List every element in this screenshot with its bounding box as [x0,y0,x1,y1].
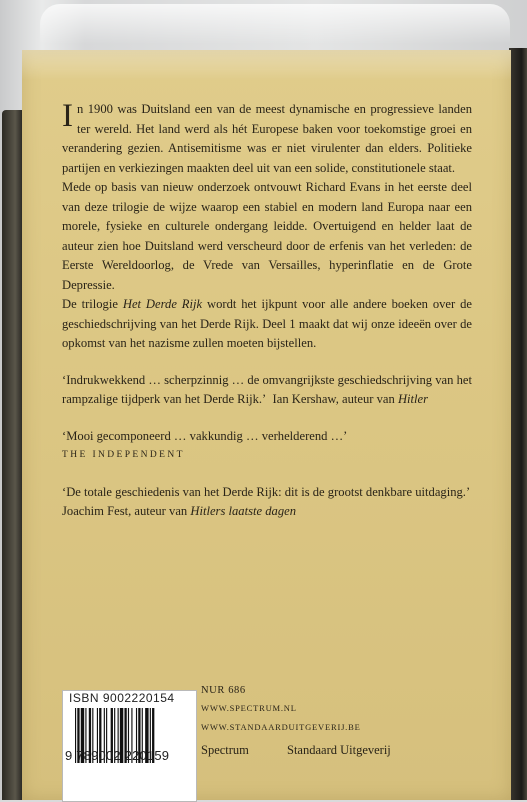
quote-independent: ‘Mooi gecomponeerd … vakkundig … verhelderend …’ [62,428,348,443]
blurb-text [62,100,472,522]
standaard-url: WWW.STANDAARDUITGEVERIJ.BE [201,722,361,732]
paragraph-3 [62,295,472,354]
barcode-label [62,690,197,802]
plastic-shine [40,4,510,44]
publisher-spectrum: Spectrum [201,743,249,757]
barcode-number: 9 789002 220159 [65,748,170,763]
paragraph-3-start: De trilogie [62,297,123,311]
book-edge-left [2,110,24,800]
quote-fest-author: Joachim Fest, auteur van [62,504,191,518]
nur-code: NUR 686 [201,685,246,696]
quote-kershaw-source: Ian Kershaw, auteur van [272,392,398,406]
paragraph-1 [62,100,472,178]
publisher-standaard: Standaard Uitgeverij [287,743,391,757]
trilogy-title: Het Derde Rijk [122,297,203,311]
spectrum-url: WWW.SPECTRUM.NL [201,703,297,713]
book-edge-right [509,48,527,800]
quote-kershaw [62,371,472,410]
isbn-label: ISBN 9002220154 [69,691,175,705]
paragraph-1-text: n 1900 was Duitsland een van de meest dynamische en progressieve landen ter wereld. Het land werd als hét Europese baken voor toekomstige groei en verandering gezien. Antisemitisme was er niet virulenter dan elders. Politieke partijen en verkiezingen maakten deel uit van een solide, constitutionele staat. [62,102,472,175]
drop-cap: I [62,98,73,134]
quote-independent-source: THE INDEPENDENT [62,450,185,460]
paragraph-3-end: wordt het ijkpunt voor alle andere boeken over de geschiedschrijving van het Derde Rijk. Deel 1 maakt dat wij onze ideeën over de opkomst van het nazisme zullen moeten bijstellen. [62,297,472,350]
quote-kershaw-book: Hitler [397,392,429,406]
quote-kershaw-text: ‘Indrukwekkend … scherpzinnig … de omvangrijkste geschiedschrijving van het rampzalige tijdperk van het Derde Rijk.’ [62,372,472,406]
quote-fest-source [62,502,472,522]
cover-highlight [22,50,511,80]
quote-fest-book: Hitlers laatste dagen [190,504,296,518]
quote-fest: ‘De totale geschiedenis van het Derde Rijk: dit is de grootst denkbare uitdaging.’ [62,484,471,499]
paragraph-2: Mede op basis van nieuw onderzoek ontvouwt Richard Evans in het eerste deel van deze trilogie de wijze waarop een stabiel en modern land Europa naar een morele, fysieke en culturele ondergang leidde. Overtuigend en helder laat de auteur zien hoe Duitsland werd verscheurd door de erfenis van het verleden: de Eerste Wereldoorlog, de Vrede van Versailles, hyperinflatie en de Grote Depressie. [62,180,472,292]
